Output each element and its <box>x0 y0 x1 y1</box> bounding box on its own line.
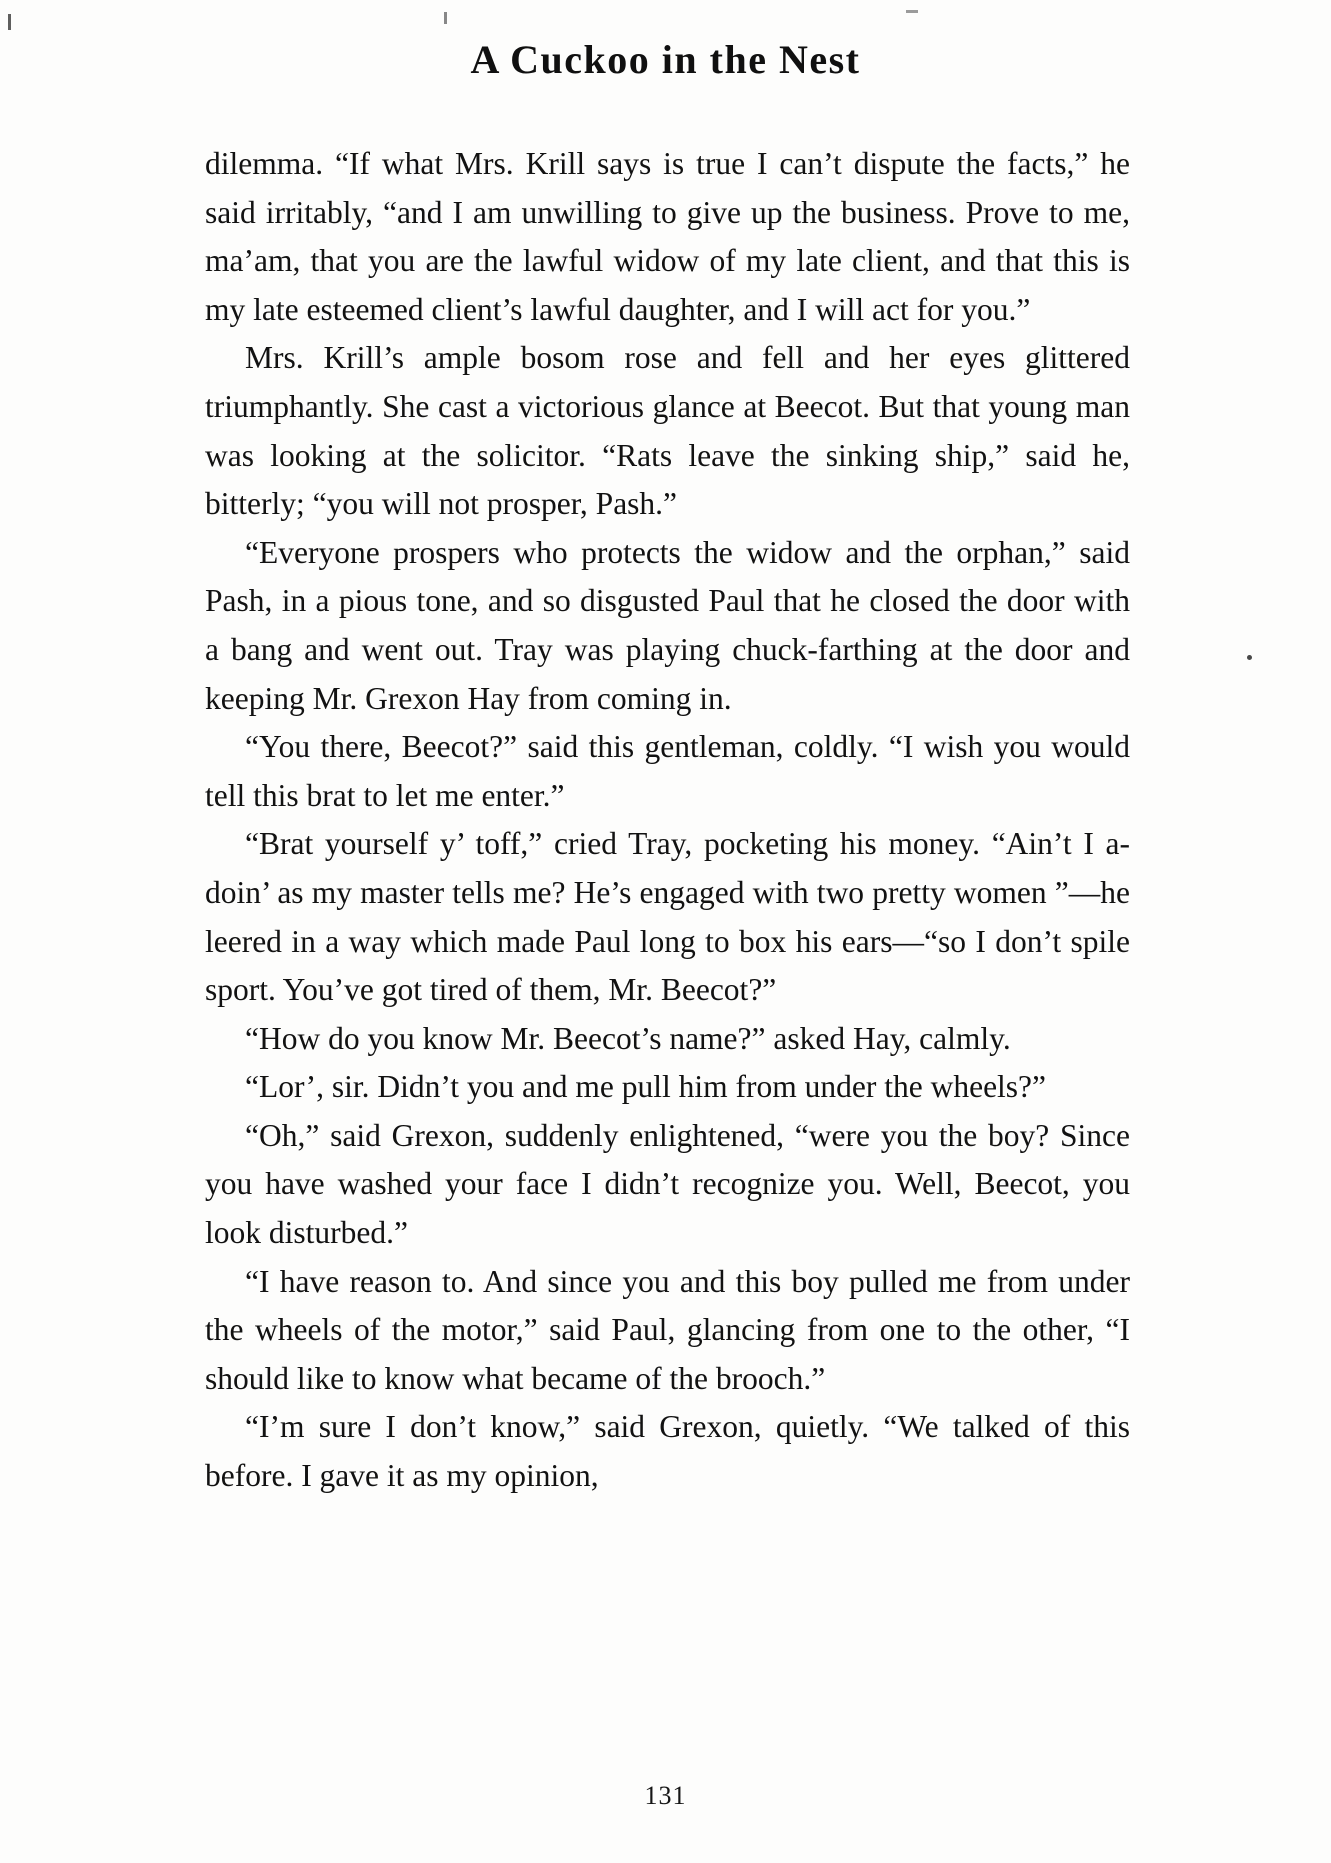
paragraph: “How do you know Mr. Beecot’s name?” asked Hay, calmly. <box>245 1020 1011 1056</box>
margin-speck-mark <box>1247 655 1252 660</box>
top-tick-mark-secondary <box>906 10 918 13</box>
body-text <box>205 140 1130 1501</box>
paragraph: “I have reason to. And since you and this boy pulled me from under the wheels of the motor,” said Paul, glancing from one to the other, “I should like to know what became of the brooch.” <box>205 1263 1130 1396</box>
paragraph: “Lor’, sir. Didn’t you and me pull him from under the wheels?” <box>245 1069 1047 1105</box>
top-tick-mark <box>444 12 447 24</box>
page-title: A Cuckoo in the Nest <box>470 37 861 82</box>
paragraph: “You there, Beecot?” said this gentleman, coldly. “I wish you would tell this brat to let me enter.” <box>205 729 1130 813</box>
paragraph: dilemma. “If what Mrs. Krill says is true I can’t dispute the facts,” he said irritably, “and I am unwilling to give up the business. Prove to me, ma’am, that you are the lawful widow of my late client, and that this is my late esteemed client’s lawful daughter, and I will act for you.” <box>205 146 1130 327</box>
paragraph: “Brat yourself y’ toff,” cried Tray, pocketing his money. “Ain’t I a-doin’ as my master tells me? He’s engaged with two pretty women ”—he leered in a way which made Paul long to box his ears—“so I don’t spile sport. You’ve got tired of them, Mr. Beecot?” <box>205 826 1130 1008</box>
paragraph: “Everyone prospers who protects the widow and the orphan,” said Pash, in a pious tone, and so disgusted Paul that he closed the door with a bang and went out. Tray was playing chuck-farthing at the door and keeping Mr. Grexon Hay from coming in. <box>205 534 1130 716</box>
paragraph: “Oh,” said Grexon, suddenly enlightened, “were you the boy? Since you have washed your face I didn’t recognize you. Well, Beecot, you look disturbed.” <box>205 1117 1130 1251</box>
paragraph: “I’m sure I don’t know,” said Grexon, quietly. “We talked of this before. I gave it as my opinion, <box>205 1409 1130 1494</box>
page-number: 131 <box>644 1781 687 1810</box>
edge-tick-mark <box>8 14 11 30</box>
paragraph: Mrs. Krill’s ample bosom rose and fell and her eyes glittered triumphantly. She cast a victorious glance at Beecot. But that young man was looking at the solicitor. “Rats leave the sinking ship,” said he, bitterly; “you will not prosper, Pash.” <box>205 340 1130 522</box>
